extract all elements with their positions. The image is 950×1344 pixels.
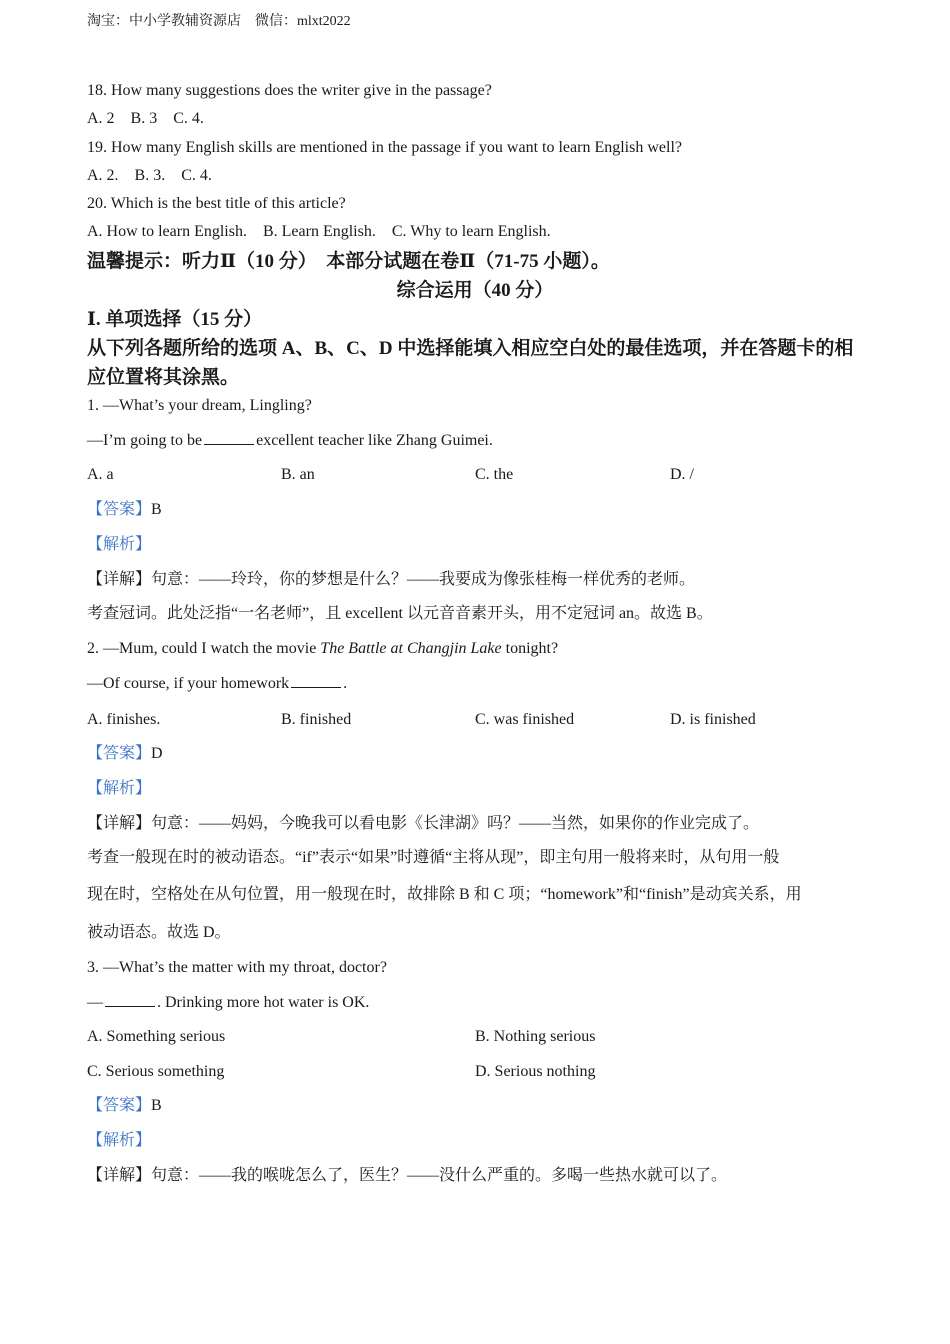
q1-option-b: B. an <box>281 466 315 483</box>
q3-analysis-label: 【解析】 <box>87 1132 152 1149</box>
q2-detail: 【详解】句意：——妈妈，今晚我可以看电影《长津湖》吗？——当然，如果你的作业完成了。 <box>87 815 760 832</box>
q3-answer <box>87 1098 162 1114</box>
instruction-line-2: 应位置将其涂黑。 <box>87 367 240 388</box>
page-header <box>87 15 351 29</box>
listening-notice: 温馨提示：听力Ⅱ（10 分） 本部分试题在卷Ⅱ（71-75 小题）。 <box>87 251 610 272</box>
question-20: 20. Which is the best title of this article? <box>87 195 346 212</box>
answer-label: 【答案】 <box>87 501 152 518</box>
answer-label: 【答案】 <box>87 745 152 762</box>
q3-option-a: A. Something serious <box>87 1028 226 1045</box>
question-18-options: A. 2 B. 3 C. 4. <box>87 110 204 127</box>
blank-line <box>105 1005 155 1007</box>
q2-option-c: C. was finished <box>475 711 575 728</box>
q1-option-c: C. the <box>475 466 514 483</box>
q1-detail: 【详解】句意：——玲玲，你的梦想是什么？——我要成为像张桂梅一样优秀的老师。 <box>87 571 696 588</box>
instruction-line-1: 从下列各题所给的选项 A、B、C、D 中选择能填入相应空白处的最佳选项，并在答题卡的相 <box>87 338 854 359</box>
answer-label: 【答案】 <box>87 1097 152 1114</box>
q1-answer <box>87 502 162 518</box>
q2-answer <box>87 746 163 762</box>
q3-option-d: D. Serious nothing <box>475 1063 596 1080</box>
part-title: Ⅰ. 单项选择（15 分） <box>87 309 263 330</box>
q1-analysis-label: 【解析】 <box>87 536 152 553</box>
blank-line <box>204 443 254 445</box>
q2-analysis-label: 【解析】 <box>87 780 152 797</box>
question-18: 18. How many suggestions does the writer give in the passage? <box>87 82 492 99</box>
q3-detail: 【详解】句意：——我的喉咙怎么了，医生？——没什么严重的。多喝一些热水就可以了。 <box>87 1167 728 1184</box>
q1-explanation: 考查冠词。此处泛指“一名老师”，且 excellent 以元音音素开头，用不定冠词 an。故选 B。 <box>87 605 713 622</box>
movie-title: The Battle at Changjin Lake <box>320 640 502 657</box>
question-19: 19. How many English skills are mentioned in the passage if you want to learn English well? <box>87 139 682 156</box>
q2-prompt: 2. —Mum, could I watch the movie The Battle at Changjin Lake tonight? <box>87 640 559 657</box>
answer-value: B <box>151 1097 162 1114</box>
section-title: 综合运用（40 分） <box>396 280 554 301</box>
q1-prompt: 1. —What’s your dream, Lingling? <box>87 397 312 414</box>
q2-option-d: D. is finished <box>670 711 756 728</box>
shop-name: 淘宝：中小学教辅资源店 <box>87 14 241 29</box>
question-20-options: A. How to learn English. B. Learn English. C. Why to learn English. <box>87 223 551 240</box>
q2-option-a: A. finishes. <box>87 711 161 728</box>
blank-line <box>291 686 341 688</box>
q3-option-c: C. Serious something <box>87 1063 225 1080</box>
q2-explanation-2: 现在时，空格处在从句位置，用一般现在时，故排除 B 和 C 项；“homework”和“finish”是动宾关系，用 <box>87 886 802 903</box>
q1-response: —I’m going to be excellent teacher like Zhang Guimei. <box>87 432 493 449</box>
q2-response: —Of course, if your homework . <box>87 675 348 692</box>
answer-value: B <box>151 501 162 518</box>
q3-option-b: B. Nothing serious <box>475 1028 596 1045</box>
q1-option-a: A. a <box>87 466 114 483</box>
question-19-options: A. 2. B. 3. C. 4. <box>87 167 212 184</box>
answer-value: D <box>151 745 163 762</box>
q2-explanation-3: 被动语态。故选 D。 <box>87 924 231 941</box>
q2-explanation-1: 考查一般现在时的被动语态。“if”表示“如果”时遵循“主将从现”，即主句用一般将来时，从句用一般 <box>87 849 780 866</box>
wechat-id: 微信：mlxt2022 <box>255 14 351 29</box>
q3-response: — . Drinking more hot water is OK. <box>87 994 370 1011</box>
q2-option-b: B. finished <box>281 711 352 728</box>
q1-option-d: D. / <box>670 466 694 483</box>
q3-prompt: 3. —What’s the matter with my throat, doctor? <box>87 959 387 976</box>
